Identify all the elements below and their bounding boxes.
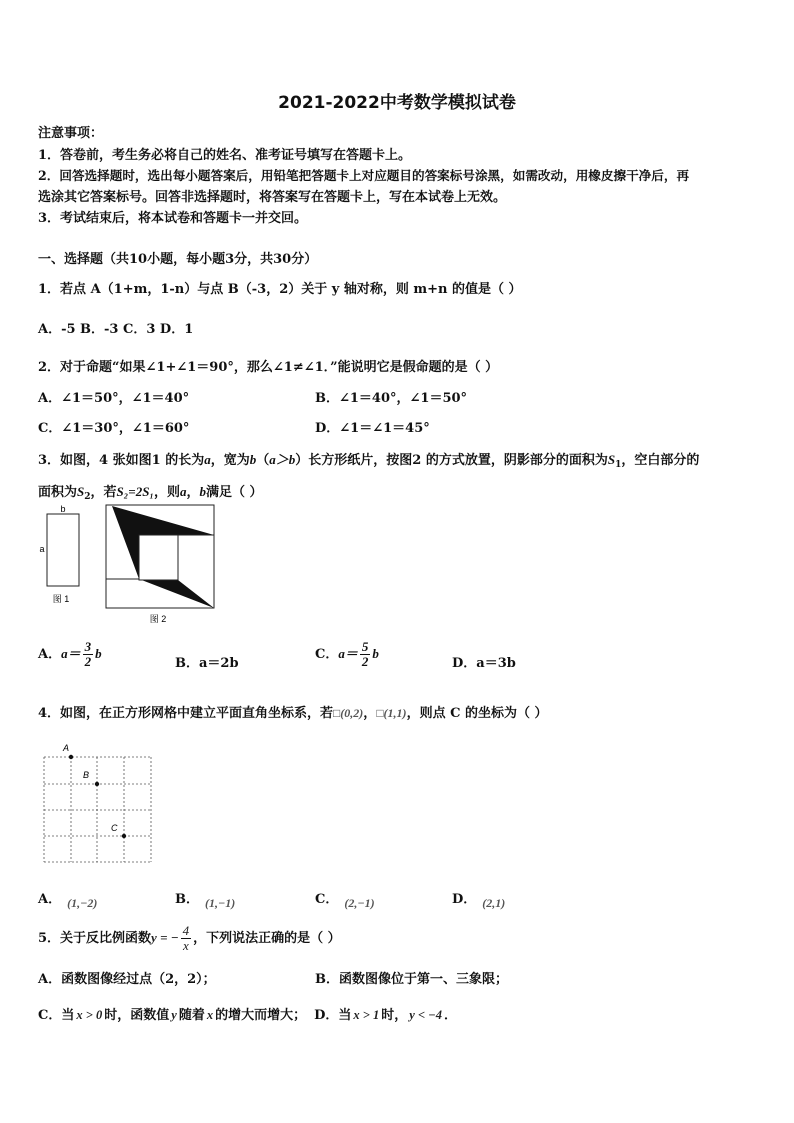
q3-figures [36,502,236,630]
q4-option-b: B． (1,−1) [175,892,236,910]
q3-stem-line2: 面积为$S_2$，若S₂=2S₁，则a，b满足（ ） [38,484,263,502]
q1-options: A．-5 B．-3 C．3 D．1 [38,322,194,337]
q4-label-a: A [63,743,70,753]
section-heading: 一、选择题（共10小题，每小题3分，共30分） [38,252,318,267]
notice-item-2-line1: 2．回答选择题时，选出每小题答案后，用铅笔把答题卡上对应题目的答案标号涂黑，如需改动，用橡皮擦干净后，再 [38,168,690,183]
q5-option-a: A．函数图像经过点（2，2）； [38,972,216,987]
notice-item-3: 3．考试结束后，将本试卷和答题卡一并交回。 [38,211,308,226]
q3-stem-line1: 3．如图，4 张如图1 的长为a，宽为b（a＞b）长方形纸片，按图2 的方式放置，阴影部分的面积为$S_1$，空白部分的 [38,452,700,470]
notice-heading: 注意事项： [38,126,104,141]
page-title: 2021-2022中考数学模拟试卷 [278,93,516,113]
q2-option-b: B．∠1＝40°，∠1＝50° [315,391,468,406]
q3-option-d: D．a＝3b [452,656,516,671]
notice-item-1: 1．答卷前，考生务必将自己的姓名、准考证号填写在答题卡上。 [38,148,412,163]
q4-grid-lines [44,757,151,862]
notice-item-2-line2: 选涂其它答案标号。回答非选择题时，将答案写在答题卡上，写在本试卷上无效。 [38,190,507,205]
q4-option-a: A． (1,−2) [38,892,98,910]
fig1-label-b: b [60,504,66,514]
q4-point-c [122,834,126,838]
q2-stem: 2．对于命题“如果∠1+∠1＝90°，那么∠1≠∠1．”能说明它是假命题的是（ ） [38,360,499,375]
q2-option-a: A．∠1＝50°，∠1＝40° [38,391,190,406]
fig1-caption: 图 1 [52,594,70,604]
fig1-rectangle [47,514,79,586]
q4-grid-figure [36,740,166,870]
q5-option-b: B．函数图像位于第一、三象限； [315,972,508,987]
fig2-center-square [139,535,178,580]
q4-option-d: D． (2,1) [452,892,506,910]
q4-label-b: B [83,770,90,780]
q5-option-c-d: C．当 x > 0 时，函数值 y 随着 x 的增大而增大； D．当 x > 1 时， y < −4 ． [38,1008,458,1023]
q5-stem: 5．关于反比例函数y = − $\frac{4}{x}$ ，下列说法正确的是（ ） [38,923,341,953]
q3-option-a: A．a＝ $\frac{3}{2}$ b [38,639,102,669]
q4-option-c: C． (2,−1) [315,892,375,910]
q2-option-d: D．∠1＝∠1＝45° [315,421,430,436]
fig1-label-a: a [39,544,45,554]
q4-stem: 4．如图，在正方形网格中建立平面直角坐标系，若□(0,2)，□(1,1)，则点 C 的坐标为（ ） [38,706,548,721]
q1-stem: 1．若点 A（1+m，1-n）与点 B（-3，2）关于 y 轴对称，则 m+n 的值是（ ） [38,282,522,297]
fig2-caption: 图 2 [149,614,167,624]
q2-option-c: C．∠1＝30°，∠1＝60° [38,421,190,436]
q4-point-a [69,755,73,759]
q3-option-c: C．a＝ $\frac{5}{2}$ b [315,639,379,669]
q4-point-b [95,782,99,786]
q4-label-c: C [111,823,118,833]
q3-option-b: B．a＝2b [175,656,239,671]
